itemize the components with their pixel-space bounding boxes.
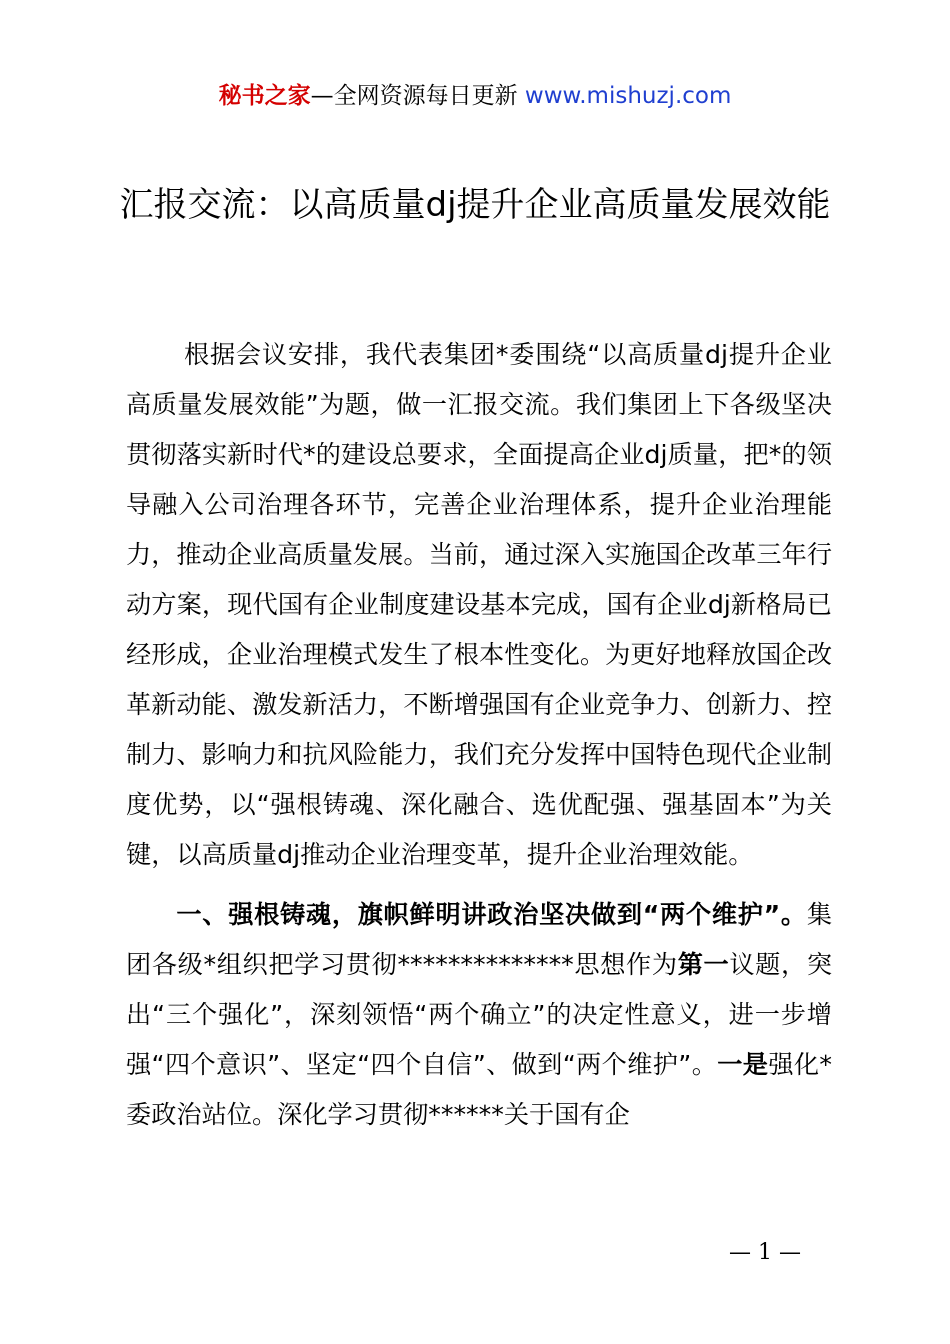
section-1-bold-b: 一是	[717, 1050, 769, 1079]
section-1-bold-a: 第一	[677, 950, 730, 979]
section-1-paragraph	[126, 890, 832, 1140]
page-number: — 1 —	[729, 1240, 801, 1265]
section-1-heading: 一、强根铸魂，旗帜鲜明讲政治坚决做到“两个维护”。	[176, 900, 807, 929]
brand-name: 秘书之家	[218, 83, 311, 109]
intro-paragraph: 根据会议安排，我代表集团*委围绕“以高质量dj提升企业高质量发展效能”为题，做一汇报交流。我们集团上下各级坚决贯彻落实新时代*的建设总要求，全面提高企业dj质量，把*的领导融入公司治理各环节，完善企业治理体系，提升企业治理能力，推动企业高质量发展。当前，通过深入实施国企改革三年行动方案，现代国有企业制度建设基本完成，国有企业dj新格局已经形成，企业治理模式发生了根本性变化。为更好地释放国企改革新动能、激发新活力，不断增强国有企业竞争力、创新力、控制力、影响力和抗风险能力，我们充分发挥中国特色现代企业制度优势，以“强根铸魂、深化融合、选优配强、强基固本”为关键，以高质量dj推动企业治理变革，提升企业治理效能。	[126, 340, 832, 869]
document-title: 汇报交流：以高质量dj提升企业高质量发展效能	[119, 185, 831, 225]
document-body	[126, 330, 832, 1140]
header-tagline: —全网资源每日更新	[310, 83, 518, 109]
site-url-link[interactable]: www.mishuzj.com	[524, 83, 732, 109]
site-header	[0, 80, 950, 112]
section-1-text-b: 议题，突出“三个强化”，深刻领悟“两个确立”的决定性意义，进一步增强“四个意识”、坚定“四个自信”、做到“两个维护”。	[126, 950, 833, 1079]
section-1-text-a: 集团各级*组织把学习贯彻**************思想作为	[126, 900, 832, 979]
section-1-text-c: 强化*委政治站位。深化学习贯彻******关于国有企	[126, 1050, 833, 1129]
